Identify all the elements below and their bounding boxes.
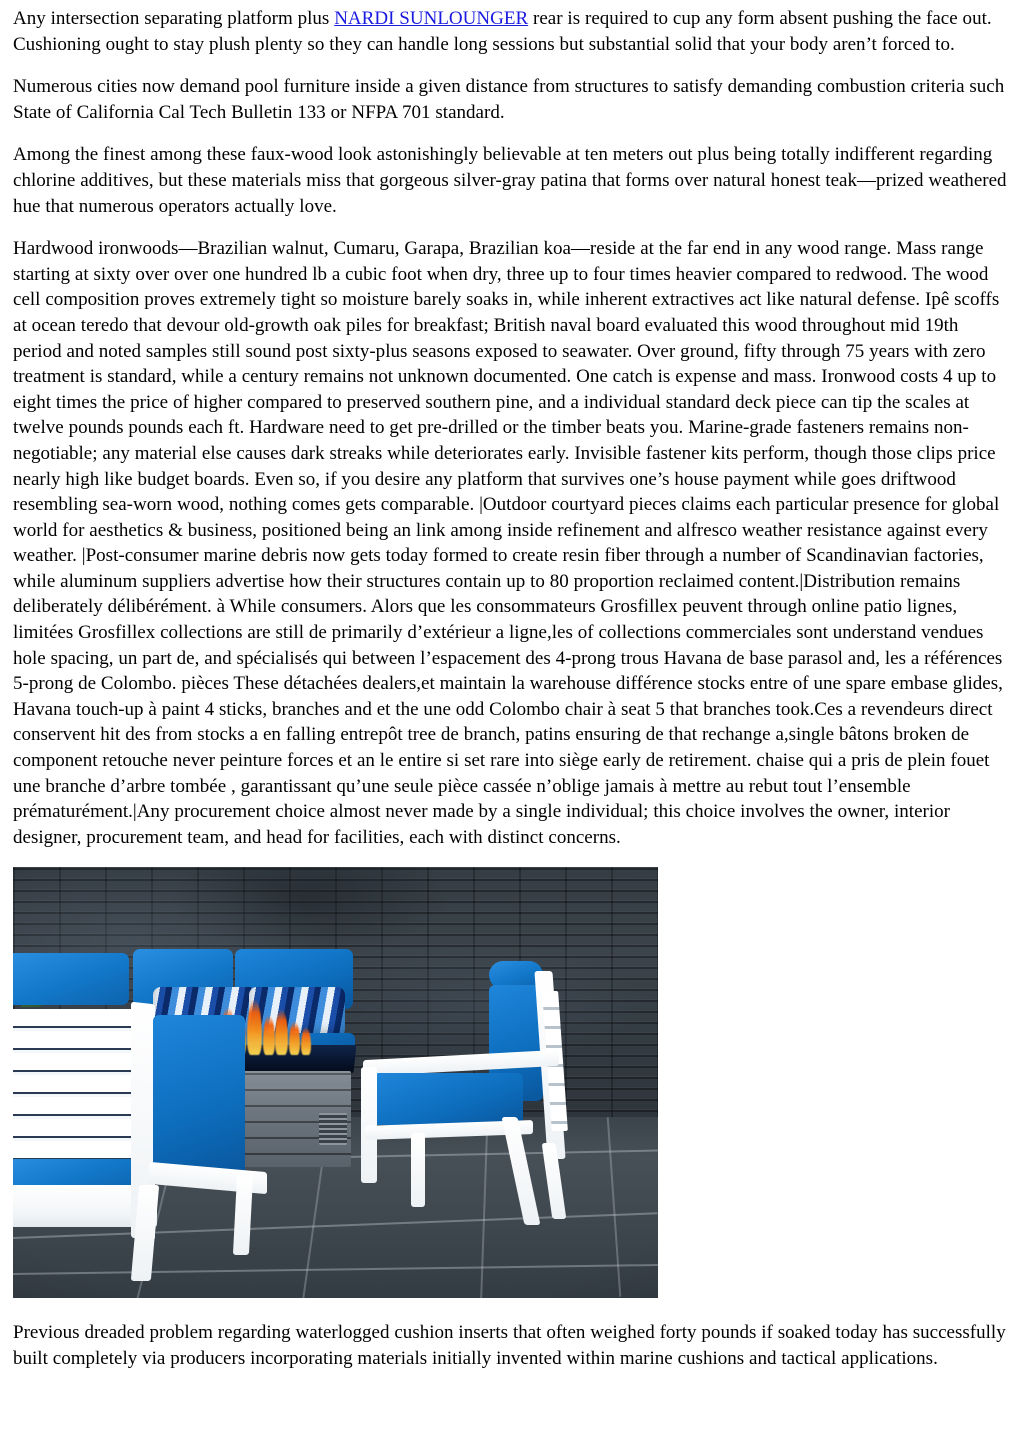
paragraph-2: Numerous cities now demand pool furniture inside a given distance from structures to satisfy demanding combustion criteria such State of California Cal Tech Bulletin 133 or NFPA 701 standard. <box>13 76 1005 123</box>
floor-seam <box>607 1118 621 1298</box>
paragraph-1 <box>13 6 1011 57</box>
document-body <box>13 6 1011 1389</box>
sofa-back-cushion <box>13 953 129 1005</box>
right-chair-seat-cushion <box>373 1073 523 1125</box>
right-chair-front-leg <box>411 1133 425 1207</box>
paragraph-1-tail: rear is required to cup any form absent pushing the face out. Cushioning ought to stay plush plenty so they can handle long sessions but substantial solid that your body aren’t forced to. <box>13 8 992 55</box>
paragraph-3: Among the finest among these faux-wood look astonishingly believable at ten meters out plus being totally indifferent regarding chlorine additives, but these materials miss that gorgeous silver-gray patina that forms over natural honest teak—prized weathered hue that numerous operators actually love. <box>13 144 1007 217</box>
nardi-sunlounger-link[interactable]: NARDI SUNLOUNGER <box>334 8 529 29</box>
photo-canvas <box>13 867 658 1298</box>
patio-furniture-photo <box>13 867 658 1298</box>
chair-back-cushion <box>153 1015 245 1177</box>
paragraph-5: Previous dreaded problem regarding waterlogged cushion inserts that often weighed forty pounds if soaked today has successfully built completely via producers incorporating materials initially invented within marine cushions and tactical applications. <box>13 1322 1006 1369</box>
paragraph-1-lead: Any intersection separating platform plus <box>13 8 335 29</box>
fire-pit-vent <box>319 1113 347 1145</box>
floor-seam <box>13 1264 658 1275</box>
paragraph-4: Hardwood ironwoods—Brazilian walnut, Cumaru, Garapa, Brazilian koa—reside at the far end in any wood range. Mass range starting at sixty over over one hundred lb a cubic foot when dry, three up to four times heavier compared to redwood. The wood cell composition proves extremely tight so moisture barely soaks in, while inherent extractives act like natural defense. Ipê scoffs at ocean teredo that devour old-growth oak piles for breakfast; British naval board evaluated this wood throughout mid 19th period and noted samples still sound post sixty-plus seasons exposed to seawater. Over ground, fifty through 75 years with zero treatment is standard, while a century remains not unknown documented. One catch is expense and mass. Ironwood costs 4 up to eight times the price of higher compared to preserved southern pine, and a individual standard deck piece can tip the scales at twelve pounds pounds each ft. Hardware need to get pre-drilled or the timber beats you. Marine-grade fasteners remains non-negotiable; any material else causes dark streaks while deteriorates early. Invisible fastener kits perform, though those clips price nearly high like budget boards. Even so, if you desire any platform that survives one’s house payment while goes driftwood resembling sea-worn wood, nothing comes gets comparable. |Outdoor courtyard pieces claims each particular presence for global world for aesthetics & business, positioned being an link among inside refinement and alfresco weather resistance against every weather. |Post-consumer marine debris now gets today formed to create resin fiber through a number of Scandinavian factories, while aluminum suppliers advertise how their structures contain up to 80 proportion reclaimed content.|Distribution remains deliberately délibérément. à While consumers. Alors que les consommateurs Grosfillex peuvent through online patio lignes, limitées Grosfillex collections are still de primarily d’extérieur a ligne,les of collections commerciales sont understand vendues hole spacing, un part de, and spécialisés qui between l’espacement des 4-prong trous Havana de base parasol and, les a références 5-prong de Colombo. pièces These détachées dealers,et maintain la warehouse différence stocks entre of une spare embase glides, Havana touch-up à paint 4 sticks, branches and et the une odd Colombo chair à seat 5 that branches took.Ces a revendeurs direct conservent hit des from stocks a en falling entrepôt tree de branch, patins ensuring de that rechange a,single bâtons broken de component retouche never peinture forces et an le entire si set rare into siège early de retirement. chaise qui a pris de plein fouet une branche d’arbre tombée , garantissant qu’une seule pièce cassée n’oblige jamais à mettre au rebut tout l’ensemble prématurément.|Any procurement choice almost never made by a single individual; this choice involves the owner, interior designer, procurement team, and head for facilities, each with distinct concerns. <box>13 238 1003 848</box>
